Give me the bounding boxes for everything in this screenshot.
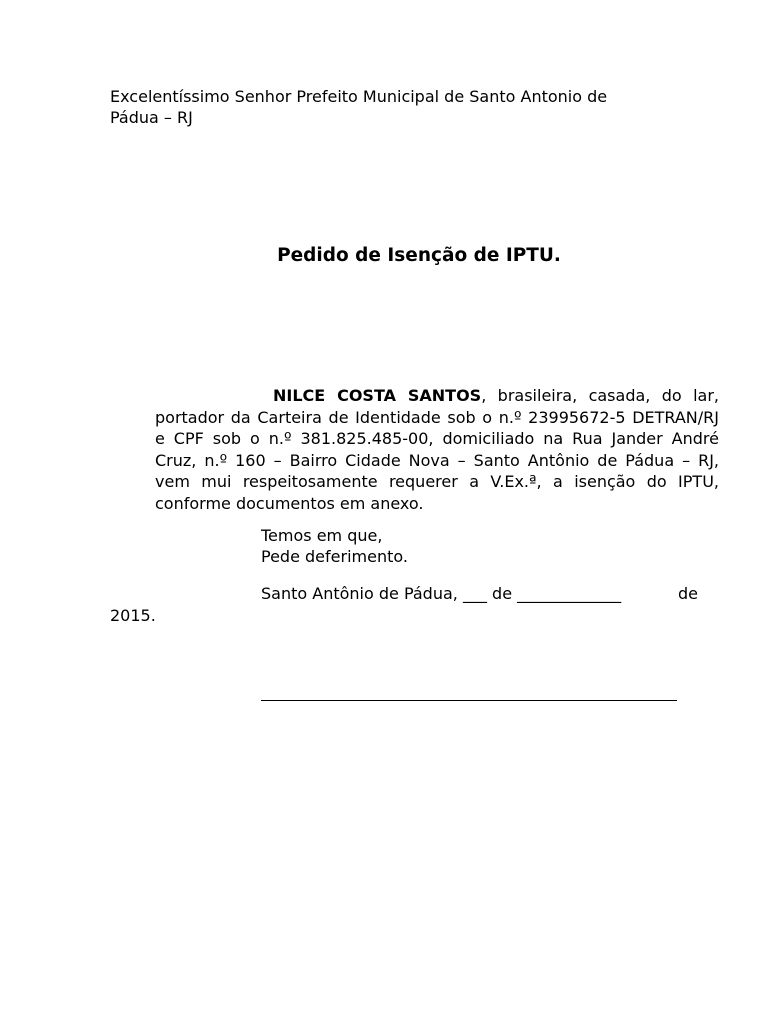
date-line	[110, 583, 698, 626]
addressee-line-2: Pádua – RJ	[110, 108, 193, 127]
request-paragraph	[155, 385, 719, 514]
requester-name: NILCE COSTA SANTOS	[273, 386, 482, 405]
addressee	[110, 86, 710, 128]
request-text: , brasileira, casada, do lar, portador da Carteira de Identidade sob o n.º 23995672-5 DETRAN/RJ e CPF sob o n.º 381.825.485-00, domiciliado na Rua Jander André Cruz, n.º 160 – Bairro Cidade Nova – Santo Antônio de Pádua – RJ, vem mui respeitosamente requerer a V.Ex.ª, a isenção do IPTU, conforme documentos em anexo.	[155, 386, 719, 513]
closing-line-2: Pede deferimento.	[261, 547, 408, 566]
closing	[261, 525, 408, 567]
addressee-line-1: Excelentíssimo Senhor Prefeito Municipal de Santo Antonio de	[110, 87, 608, 106]
date-year: 2015.	[110, 605, 156, 625]
signature-line	[261, 700, 677, 701]
closing-line-1: Temos em que,	[261, 526, 383, 545]
document-title: Pedido de Isenção de IPTU.	[277, 245, 561, 266]
date-de: de	[678, 584, 698, 603]
date-place: Santo Antônio de Pádua, ___ de _____________	[261, 584, 622, 603]
